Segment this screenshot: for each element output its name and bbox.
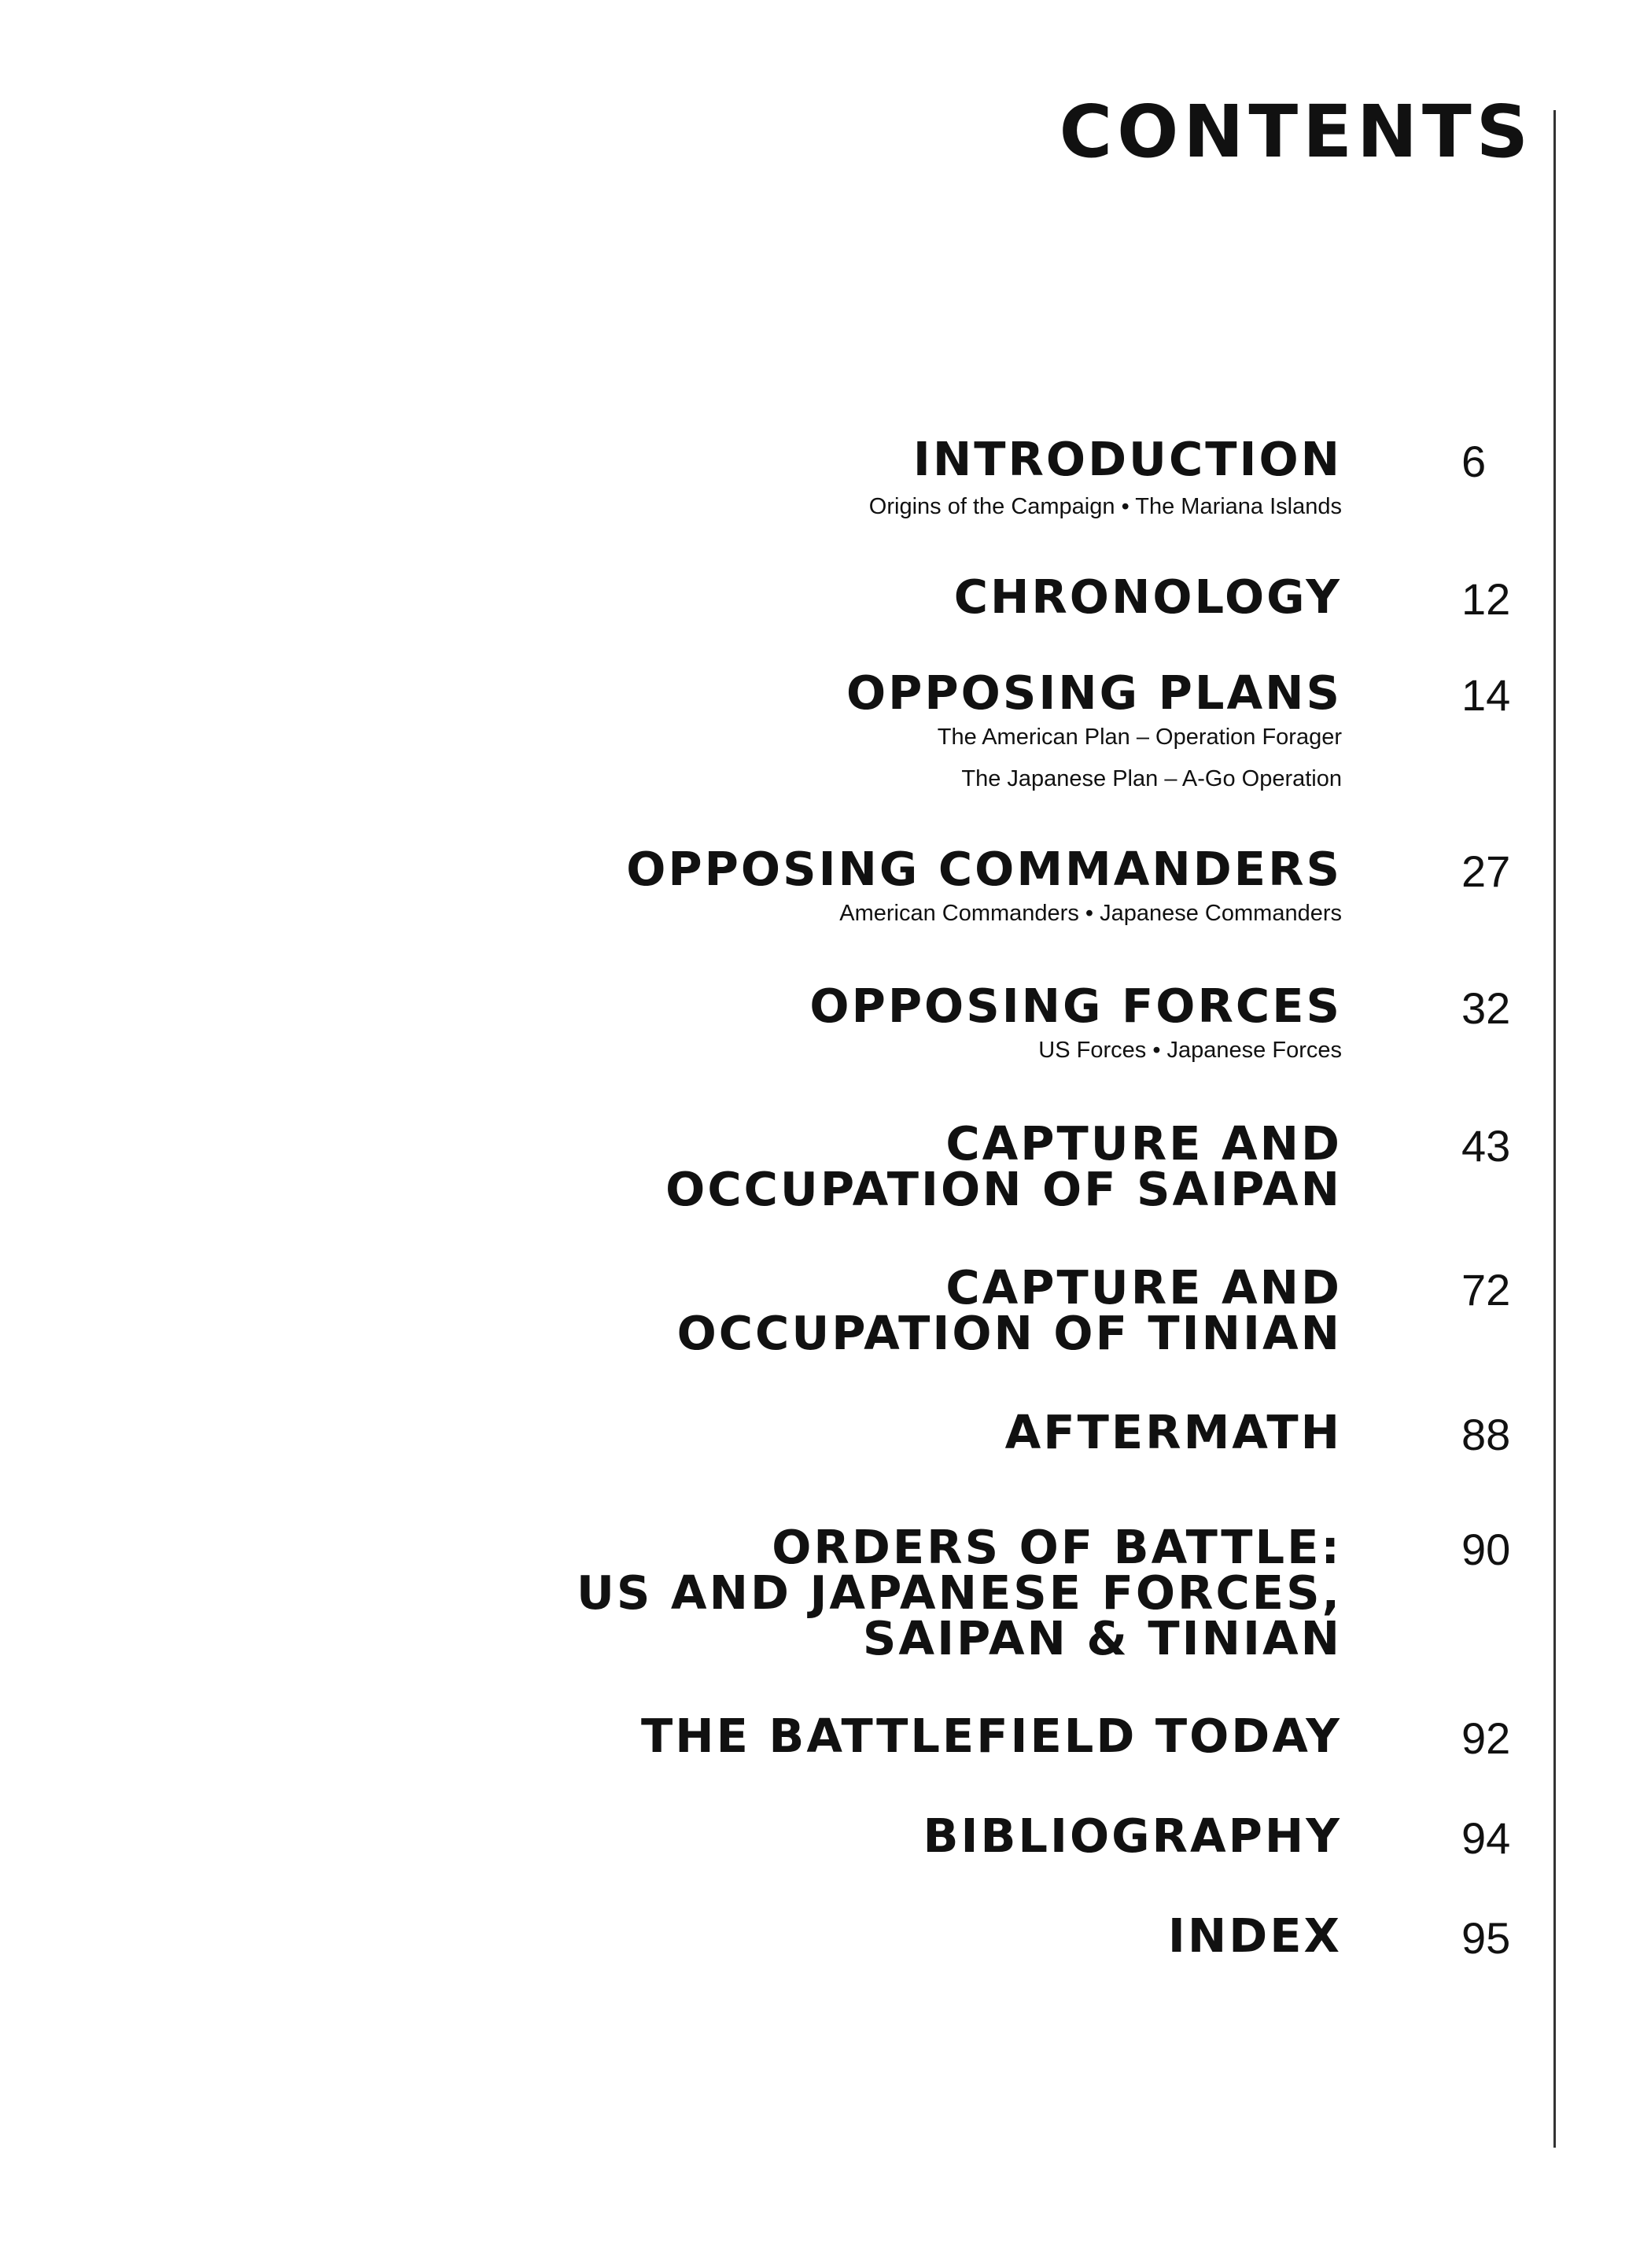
toc-heading	[1004, 1405, 1342, 1459]
toc-subentry: The Japanese Plan – A-Go Operation	[961, 766, 1342, 791]
toc-page-number: 72	[1461, 1265, 1511, 1315]
toc-page-number: 95	[1461, 1913, 1511, 1963]
toc-page-number: 27	[1461, 846, 1511, 896]
toc-page-number: 14	[1461, 670, 1511, 720]
toc-subentries	[1038, 1037, 1342, 1064]
toc-page-number: 43	[1461, 1121, 1511, 1171]
toc-heading	[953, 570, 1342, 624]
toc-subentries	[839, 900, 1342, 927]
toc-subentry: The American Plan – Operation Forager	[937, 725, 1342, 750]
toc-heading-line: US AND JAPANESE FORCES,	[576, 1565, 1342, 1620]
toc-subentries	[869, 493, 1342, 521]
toc-heading-line: OCCUPATION OF SAIPAN	[665, 1162, 1342, 1216]
toc-page-number: 6	[1461, 437, 1487, 486]
page-title: CONTENTS	[1059, 90, 1533, 174]
toc-heading	[1167, 1908, 1342, 1963]
toc-page-number: 90	[1461, 1525, 1511, 1574]
toc-heading-line: CAPTURE AND	[945, 1116, 1342, 1171]
toc-subentry: American Commanders • Japanese Commanders	[839, 901, 1342, 926]
toc-subentry: Origins of the Campaign • The Mariana Islands	[868, 494, 1342, 519]
toc-heading-line: OPPOSING FORCES	[809, 979, 1342, 1033]
toc-heading-line: BIBLIOGRAPHY	[923, 1809, 1342, 1863]
toc-heading-line: OPPOSING COMMANDERS	[626, 842, 1342, 896]
toc-heading	[676, 1260, 1342, 1360]
toc-heading-line: INDEX	[1167, 1908, 1342, 1963]
toc-page-number: 32	[1461, 983, 1511, 1033]
toc-heading	[846, 666, 1342, 720]
toc-heading-line: OPPOSING PLANS	[846, 666, 1342, 720]
toc-page-number: 92	[1461, 1713, 1511, 1763]
toc-heading	[626, 842, 1342, 896]
toc-heading-line: INTRODUCTION	[912, 432, 1342, 486]
toc-heading-line: OCCUPATION OF TINIAN	[676, 1306, 1342, 1360]
toc-subentries	[938, 724, 1342, 793]
vertical-rule	[1553, 110, 1556, 2148]
toc-heading	[912, 432, 1342, 486]
toc-heading-line: SAIPAN & TINIAN	[862, 1611, 1342, 1665]
toc-heading	[809, 979, 1342, 1033]
toc-heading-line: CHRONOLOGY	[953, 570, 1342, 624]
toc-heading-line: ORDERS OF BATTLE:	[772, 1520, 1342, 1574]
toc-heading	[576, 1520, 1342, 1665]
toc-heading-line: THE BATTLEFIELD TODAY	[640, 1709, 1342, 1763]
toc-page-number: 88	[1461, 1410, 1511, 1459]
toc-heading	[640, 1709, 1342, 1763]
toc-page-number: 94	[1461, 1813, 1511, 1863]
toc-heading-line: AFTERMATH	[1004, 1405, 1342, 1459]
toc-heading	[665, 1116, 1342, 1216]
toc-subentry: US Forces • Japanese Forces	[1038, 1038, 1342, 1063]
toc-heading	[923, 1809, 1342, 1863]
toc-heading-line: CAPTURE AND	[945, 1260, 1342, 1315]
toc-page-number: 12	[1461, 574, 1511, 624]
